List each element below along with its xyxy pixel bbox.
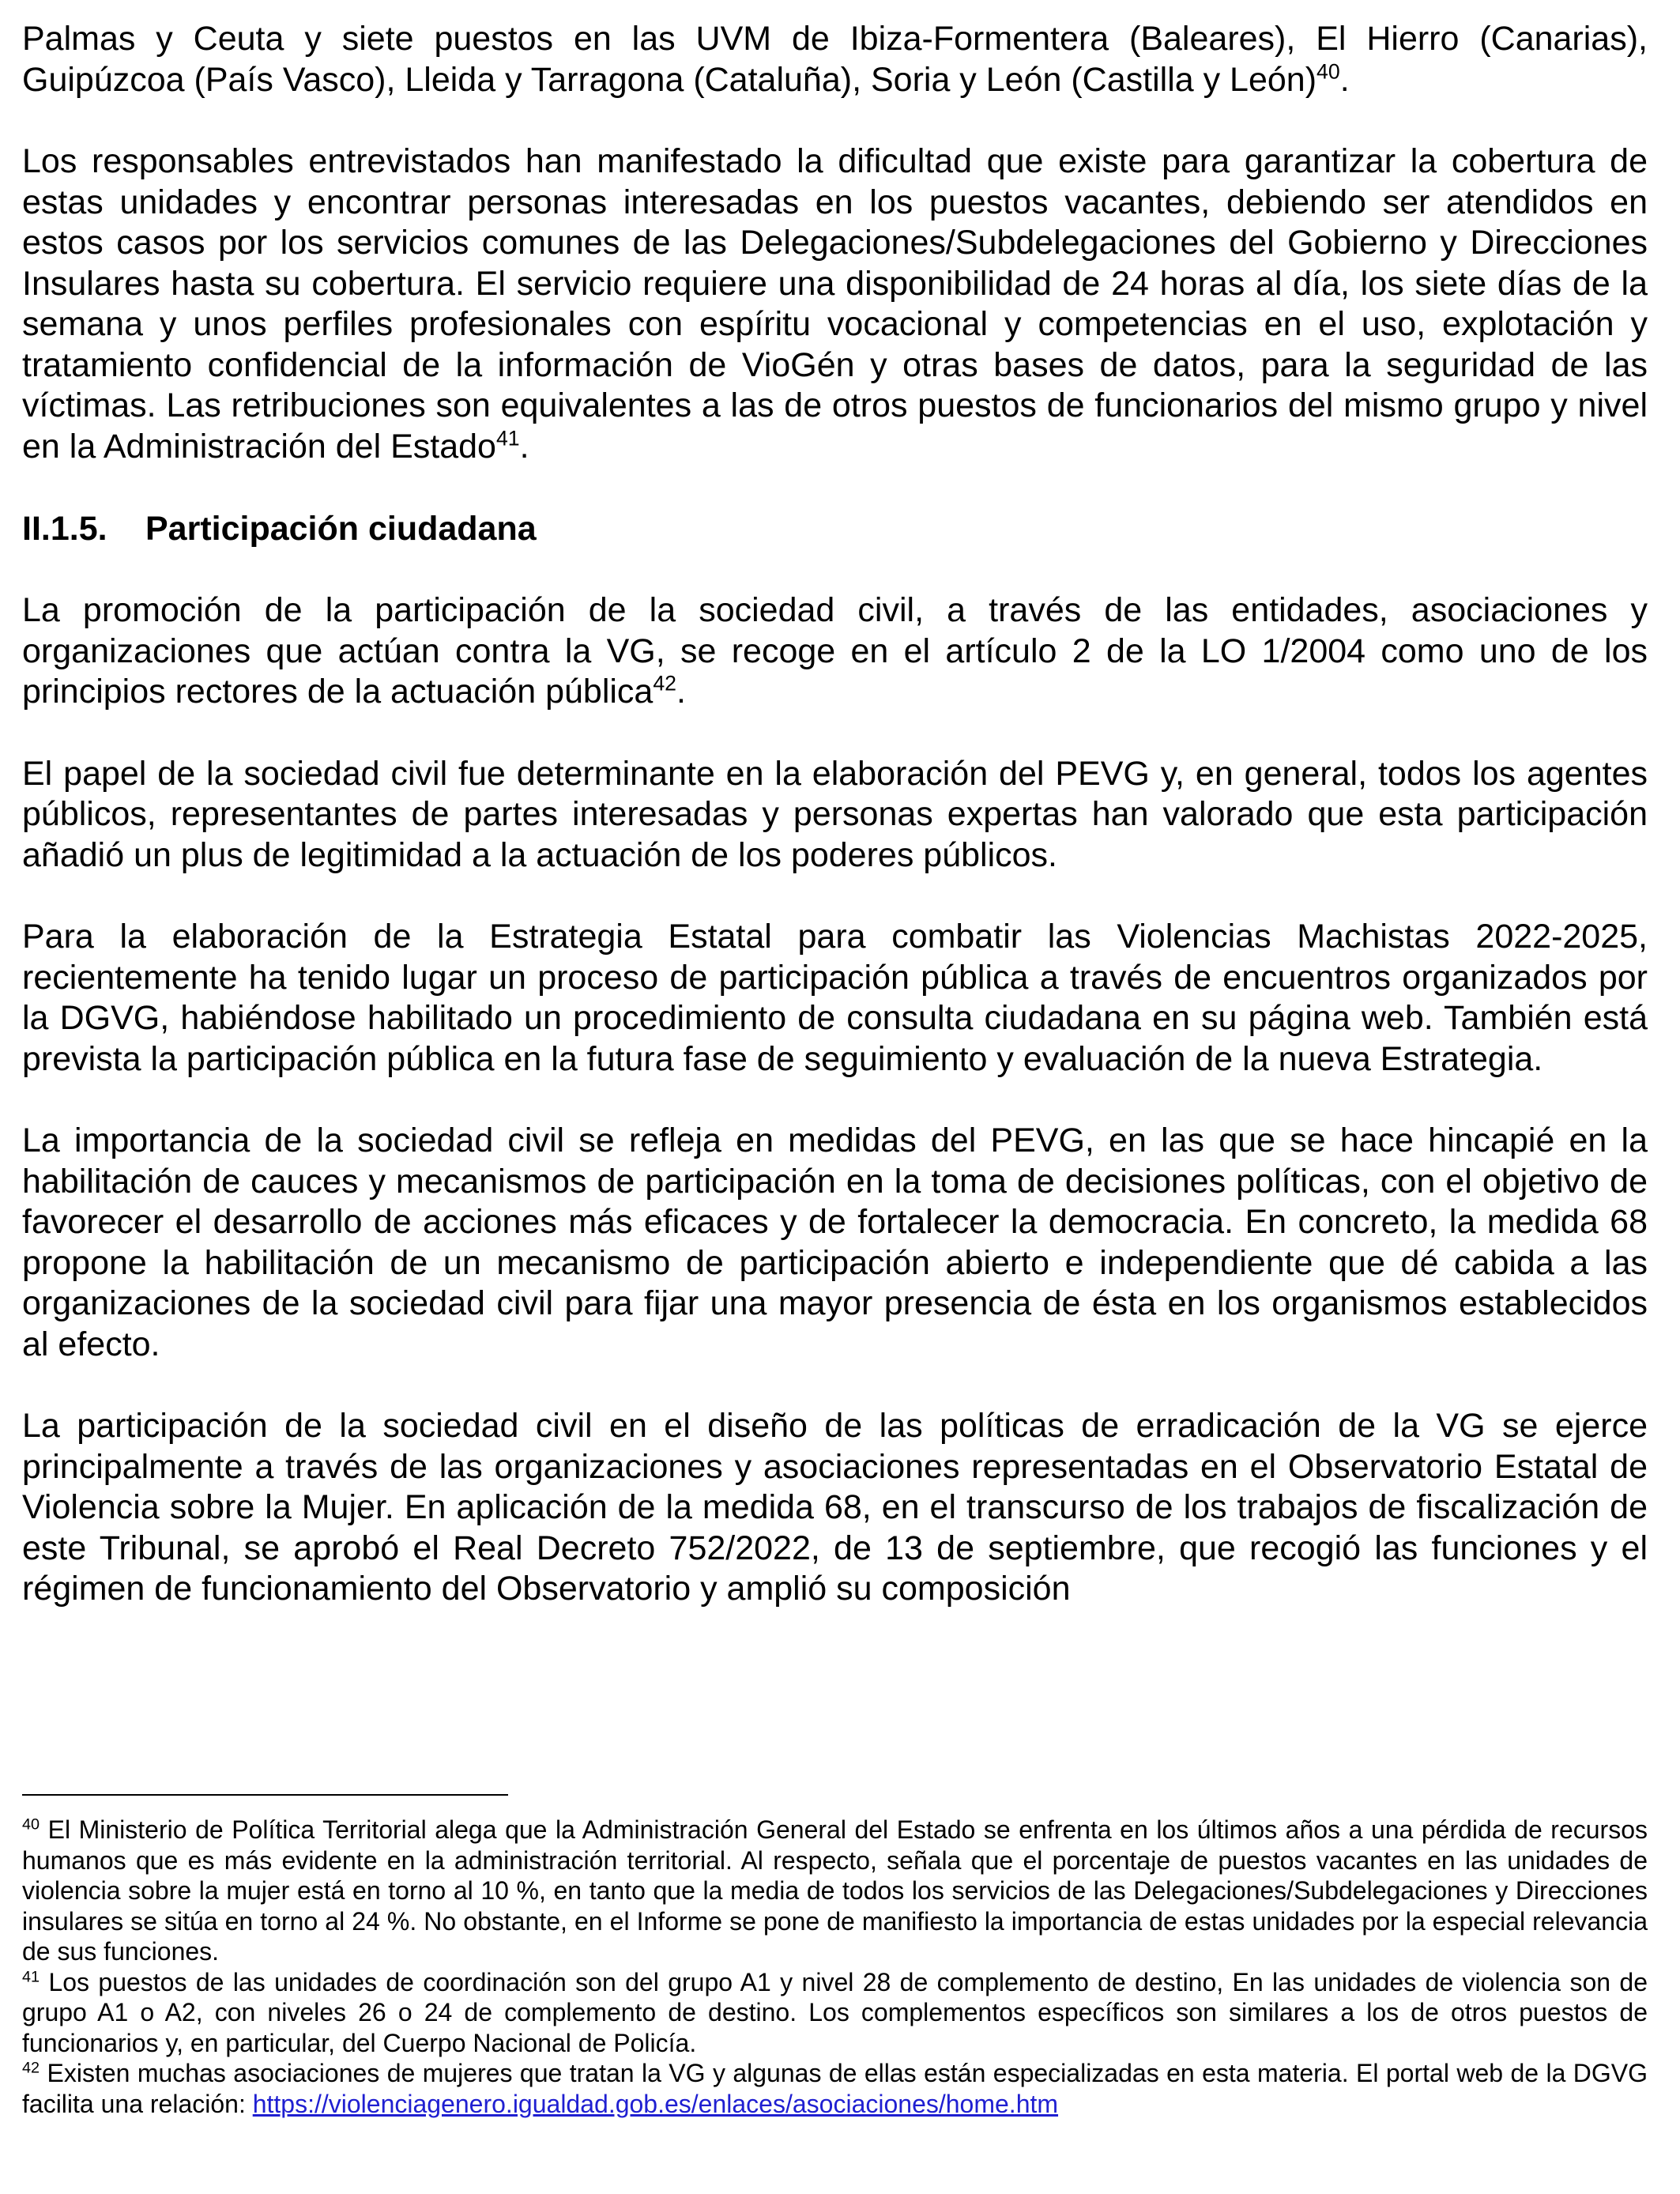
associations-link[interactable]: https://violenciagenero.igualdad.gob.es/enlaces/asociaciones/home.htm: [252, 2089, 1059, 2118]
section-title: Participación ciudadana: [145, 510, 537, 548]
footnote-number: 42: [22, 2059, 40, 2077]
paragraph-text: Palmas y Ceuta y siete puestos en las UVM de Ibiza-Formentera (Baleares), El Hierro (Canarias), Guipúzcoa (País Vasco), Lleida y Tarragona (Cataluña), Soria y León (Castilla y León): [22, 20, 1648, 99]
paragraph-continuation: [22, 19, 1648, 100]
paragraph-promotion: [22, 590, 1648, 713]
footnotes-section: [22, 1794, 1648, 2119]
paragraph-text: La promoción de la participación de la sociedad civil, a través de las entidades, asociaciones y organizaciones que actúan contra la VG, se recoge en el artículo 2 de la LO 1/2004 como uno de los principios rectores de la actuación pública: [22, 591, 1648, 711]
footnote-number: 40: [22, 1815, 40, 1834]
footnote-text: Los puestos de las unidades de coordinación son del grupo A1 y nivel 28 de complemento de destino, En las unidades de violencia son de grupo A1 o A2, con niveles 26 o 24 de complemento de destino. Los complementos específicos son similares a los de otros puestos de funcionarios y, en particular, del Cuerpo Nacional de Policía.: [22, 1967, 1648, 2057]
paragraph-coverage: [22, 141, 1648, 467]
paragraph-tail: .: [1339, 60, 1350, 99]
footnote-ref-41[interactable]: 41: [495, 426, 520, 450]
footnote-text: El Ministerio de Política Territorial alega que la Administración General del Estado se enfrenta en los últimos años a una pérdida de recursos humanos que es más evidente en la administración territorial. Al respecto, señala que el porcentaje de puestos vacantes en las unidades de violencia sobre la mujer está en torno al 10 %, en tanto que la media de todos los servicios de las Delegaciones/Subdelegaciones y Direcciones insulares se sitúa en torno al 24 %. No obstante, en el Informe se pone de manifiesto la importancia de estas unidades por la especial relevancia de sus funciones.: [22, 1815, 1648, 1966]
footnote-ref-42[interactable]: 42: [653, 671, 676, 696]
paragraph-strategy: Para la elaboración de la Estrategia Estatal para combatir las Violencias Machistas 2022-2025, recientemente ha tenido lugar un proceso de participación pública a través de encuentros organizados por la DGVG, habiéndose habilitado un procedimiento de consulta ciudadana en su página web. También está prevista la participación pública en la futura fase de seguimiento y evaluación de la nueva Estrategia.: [22, 918, 1648, 1078]
footnote-40: [22, 1815, 1648, 1967]
footnote-number: 41: [22, 1967, 40, 1985]
paragraph-observatory: La participación de la sociedad civil en el diseño de las políticas de erradicación de la VG se ejerce principalmente a través de las organizaciones y asociaciones representadas en el Observatorio Estatal de Violencia sobre la Mujer. En aplicación de la medida 68, en el transcurso de los trabajos de fiscalización de este Tribunal, se aprobó el Real Decreto 752/2022, de 13 de septiembre, que recogió las funciones y el régimen de funcionamiento del Observatorio y amplió su composición: [22, 1407, 1648, 1608]
paragraph-tail: .: [676, 673, 686, 711]
section-heading: [22, 508, 1648, 549]
footnote-41: [22, 1967, 1648, 2059]
paragraph-tail: .: [519, 427, 529, 466]
footnote-ref-40[interactable]: 40: [1317, 59, 1340, 84]
footnote-42: [22, 2058, 1648, 2119]
paragraph-importance: La importancia de la sociedad civil se refleja en medidas del PEVG, en las que se hace hincapié en la habilitación de cauces y mecanismos de participación en la toma de decisiones políticas, con el objetivo de favorecer el desarrollo de acciones más eficaces y de fortalecer la democracia. En concreto, la medida 68 propone la habilitación de un mecanismo de participación abierto e independiente que dé cabida a las organizaciones de la sociedad civil para fijar una mayor presencia de ésta en los organismos establecidos al efecto.: [22, 1122, 1648, 1363]
footnote-divider: [22, 1794, 508, 1796]
document-body: [22, 19, 1648, 1651]
footnote-text: Existen muchas asociaciones de mujeres que tratan la VG y algunas de ellas están especializadas en esta materia. El portal web de la DGVG facilita una relación:: [22, 2059, 1648, 2118]
paragraph-text: Los responsables entrevistados han manifestado la dificultad que existe para garantizar la cobertura de estas unidades y encontrar personas interesadas en los puestos vacantes, debiendo ser atendidos en estos casos por los servicios comunes de las Delegaciones/Subdelegaciones del Gobierno y Direcciones Insulares hasta su cobertura. El servicio requiere una disponibilidad de 24 horas al día, los siete días de la semana y unos perfiles profesionales con espíritu vocacional y competencias en el uso, explotación y tratamiento confidencial de la información de VioGén y otras bases de datos, para la seguridad de las víctimas. Las retribuciones son equivalentes a las de otros puestos de funcionarios del mismo grupo y nivel en la Administración del Estado: [22, 142, 1648, 466]
section-number: II.1.5.: [22, 510, 107, 548]
paragraph-civil-society-role: El papel de la sociedad civil fue determinante en la elaboración del PEVG y, en general, todos los agentes públicos, representantes de partes interesadas y personas expertas han valorado que esta participación añadió un plus de legitimidad a la actuación de los poderes públicos.: [22, 754, 1648, 874]
